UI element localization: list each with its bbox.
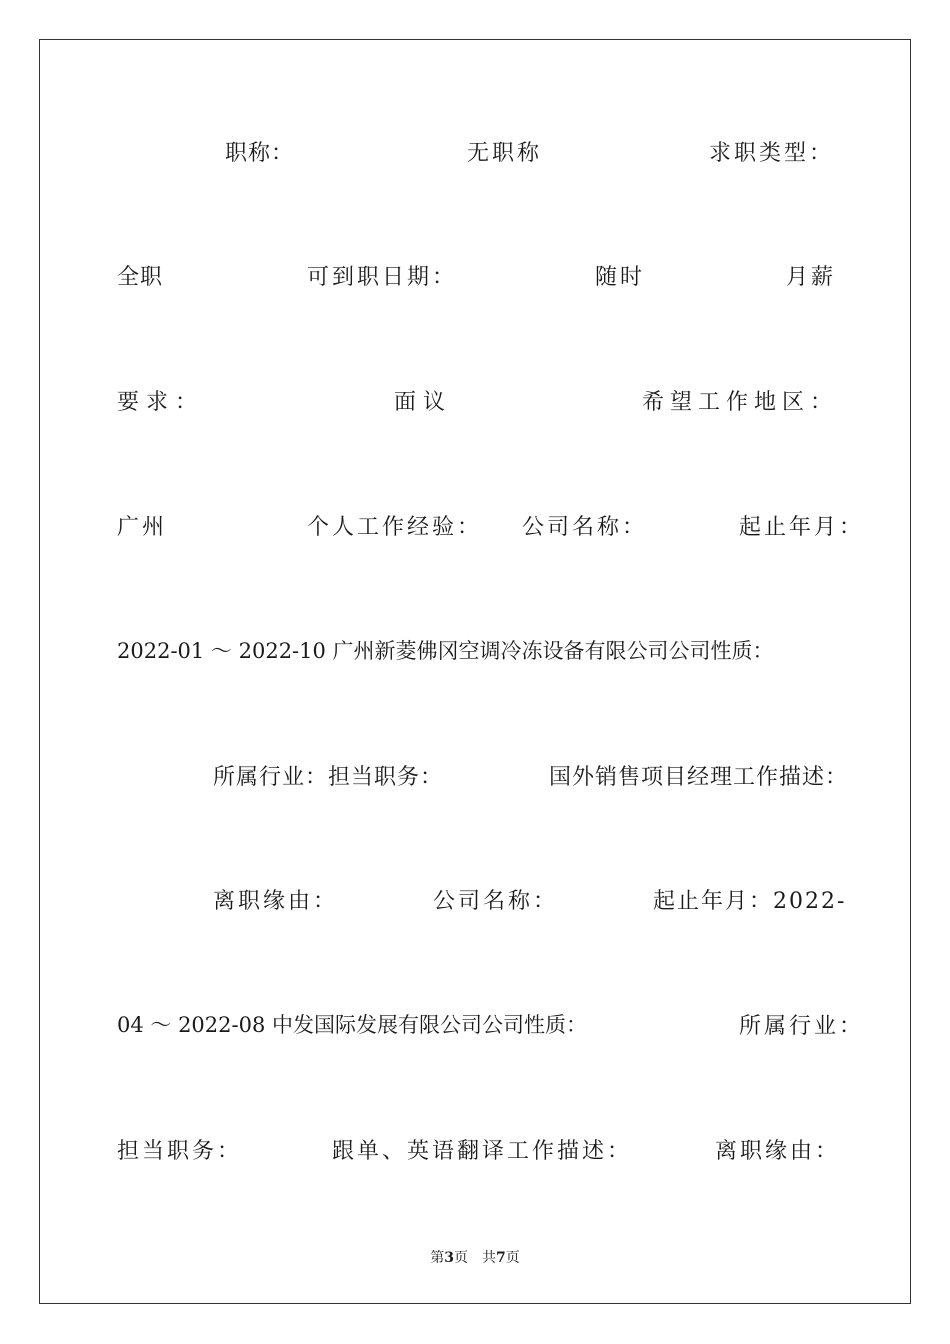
text-line-1: [117, 136, 851, 176]
text-line-6: [117, 760, 851, 800]
text-segment: 所属行业：担当职务：: [213, 765, 444, 790]
text-segment: 公司名称：: [433, 889, 559, 914]
text-segment: 公司名称：: [522, 515, 648, 540]
text-segment: 起止年月：2022-: [653, 889, 847, 914]
text-line-4: [117, 510, 865, 550]
text-segment: 职称：: [225, 141, 295, 166]
text-segment: 离职缘由：: [213, 889, 339, 914]
current-page-number: 3: [444, 1250, 454, 1266]
page-number-footer: [0, 1247, 950, 1267]
text-line-2: [117, 260, 851, 300]
text-line-5: [117, 635, 851, 675]
total-page-count: 7: [496, 1250, 506, 1266]
text-segment: 面议: [394, 390, 453, 415]
text-segment: 所属行业：: [739, 1014, 865, 1039]
text-segment: 国外销售项目经理工作描述：: [549, 765, 849, 790]
text-line-3: [117, 385, 851, 425]
text-line-7: [117, 884, 851, 924]
text-segment: 要求：: [117, 390, 205, 415]
text-segment: 04 ～ 2022-08 中发国际发展有限公司公司性质：: [117, 1013, 588, 1037]
text-segment: 随时: [595, 265, 646, 290]
text-segment: 广州: [117, 515, 168, 540]
text-segment: 离职缘由：: [715, 1139, 841, 1164]
text-segment: 2022-01 ～ 2022-10 广州新菱佛冈空调冷冻设备有限公司公司性质：: [117, 639, 774, 663]
footer-mid: 页 共: [454, 1250, 496, 1266]
footer-suffix: 页: [505, 1250, 520, 1266]
text-segment: 无职称: [467, 141, 543, 166]
footer-prefix: 第: [430, 1250, 445, 1266]
text-segment: 全职: [117, 265, 164, 290]
text-segment: 个人工作经验：: [307, 515, 483, 540]
text-segment: 可到职日期：: [307, 265, 458, 290]
text-line-8: [117, 1009, 865, 1049]
text-segment: 月薪: [786, 265, 837, 290]
text-segment: 求职类型：: [709, 141, 835, 166]
text-segment: 起止年月：: [739, 515, 865, 540]
text-segment: 希望工作地区：: [642, 390, 839, 415]
text-line-9: [117, 1134, 851, 1174]
text-segment: 跟单、英语翻译工作描述：: [332, 1139, 633, 1164]
text-segment: 担当职务：: [117, 1139, 243, 1164]
